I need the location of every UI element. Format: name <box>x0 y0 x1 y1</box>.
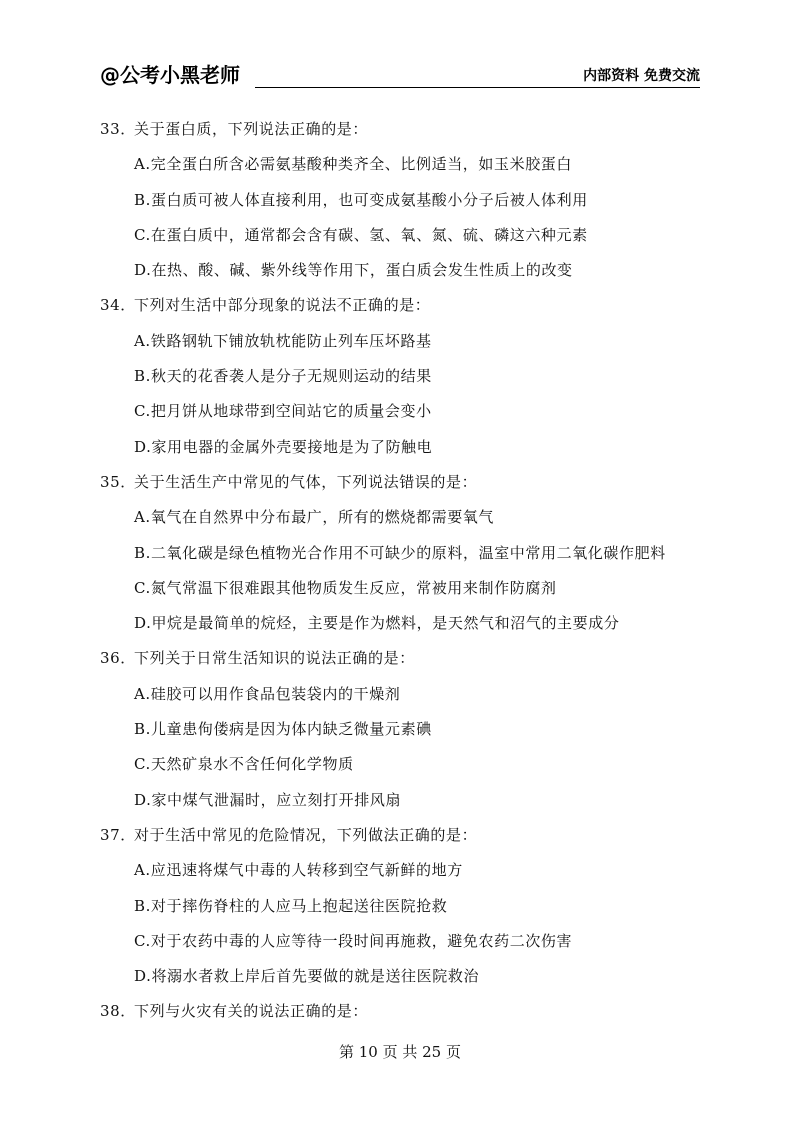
question-number: 38． <box>100 1002 136 1021</box>
question-stem-text: 下列关于日常生活知识的说法正确的是： <box>134 649 415 668</box>
option-a: A.铁路钢轨下铺放轨枕能防止列车压坏路基 <box>134 331 432 350</box>
question-38 <box>100 994 700 1029</box>
question-37 <box>100 818 700 994</box>
page-header <box>100 62 700 88</box>
question-list <box>100 112 700 1030</box>
option-d: D.家中煤气泄漏时，应立刻打开排风扇 <box>134 790 402 809</box>
option-b: B.蛋白质可被人体直接利用，也可变成氨基酸小分子后被人体利用 <box>134 190 588 209</box>
option-d: D.在热、酸、碱、紫外线等作用下，蛋白质会发生性质上的改变 <box>134 261 573 280</box>
question-stem <box>100 112 700 147</box>
option-c: C.对于农药中毒的人应等待一段时间再施救，避免农药二次伤害 <box>134 931 573 950</box>
question-34 <box>100 288 700 464</box>
option-b: B.二氧化碳是绿色植物光合作用不可缺少的原料，温室中常用二氧化碳作肥料 <box>134 543 666 562</box>
question-stem <box>100 641 700 676</box>
question-stem <box>100 288 700 323</box>
question-stem <box>100 994 700 1029</box>
option-b: B.对于摔伤脊柱的人应马上抱起送往医院抢救 <box>134 896 448 915</box>
question-number: 34． <box>100 296 136 315</box>
question-stem <box>100 465 700 500</box>
question-stem-text: 下列对生活中部分现象的说法不正确的是： <box>134 296 431 315</box>
question-number: 33． <box>100 120 136 138</box>
question-number: 37． <box>100 825 136 844</box>
option-b: B.秋天的花香袭人是分子无规则运动的结果 <box>134 367 432 386</box>
question-number: 35． <box>100 472 136 491</box>
header-rule <box>255 87 700 88</box>
question-stem <box>100 818 700 853</box>
option-c: C.把月饼从地球带到空间站它的质量会变小 <box>134 402 432 421</box>
question-number: 36． <box>100 649 136 668</box>
option-a: A.硅胶可以用作食品包装袋内的干燥剂 <box>134 684 401 703</box>
option-c: C.天然矿泉水不含任何化学物质 <box>134 755 354 774</box>
question-stem-text: 关于蛋白质，下列说法正确的是： <box>134 120 369 138</box>
option-d: D.甲烷是最简单的烷烃，主要是作为燃料，是天然气和沼气的主要成分 <box>134 614 620 633</box>
option-d: D.将溺水者救上岸后首先要做的就是送往医院救治 <box>134 967 480 986</box>
question-35 <box>100 465 700 641</box>
option-a: A.氧气在自然界中分布最广，所有的燃烧都需要氧气 <box>134 508 495 527</box>
option-c: C.在蛋白质中，通常都会含有碳、氢、氧、氮、硫、磷这六种元素 <box>134 225 588 244</box>
option-c: C.氮气常温下很难跟其他物质发生反应，常被用来制作防腐剂 <box>134 578 557 597</box>
question-36 <box>100 641 700 817</box>
question-stem-text: 下列与火灾有关的说法正确的是： <box>134 1002 369 1021</box>
header-brand: @公考小黑老师 <box>100 63 240 87</box>
page-footer: 第 10 页 共 25 页 <box>338 1043 461 1061</box>
question-stem-text: 对于生活中常见的危险情况，下列做法正确的是： <box>134 825 478 844</box>
option-a: A.应迅速将煤气中毒的人转移到空气新鲜的地方 <box>134 861 463 880</box>
option-a: A.完全蛋白所含必需氨基酸种类齐全、比例适当，如玉米胶蛋白 <box>134 155 573 174</box>
header-tagline: 内部资料 免费交流 <box>583 68 700 84</box>
option-b: B.儿童患佝偻病是因为体内缺乏微量元素碘 <box>134 720 432 739</box>
question-33 <box>100 112 700 288</box>
question-stem-text: 关于生活生产中常见的气体，下列说法错误的是： <box>134 472 478 491</box>
option-d: D.家用电器的金属外壳要接地是为了防触电 <box>134 437 433 456</box>
